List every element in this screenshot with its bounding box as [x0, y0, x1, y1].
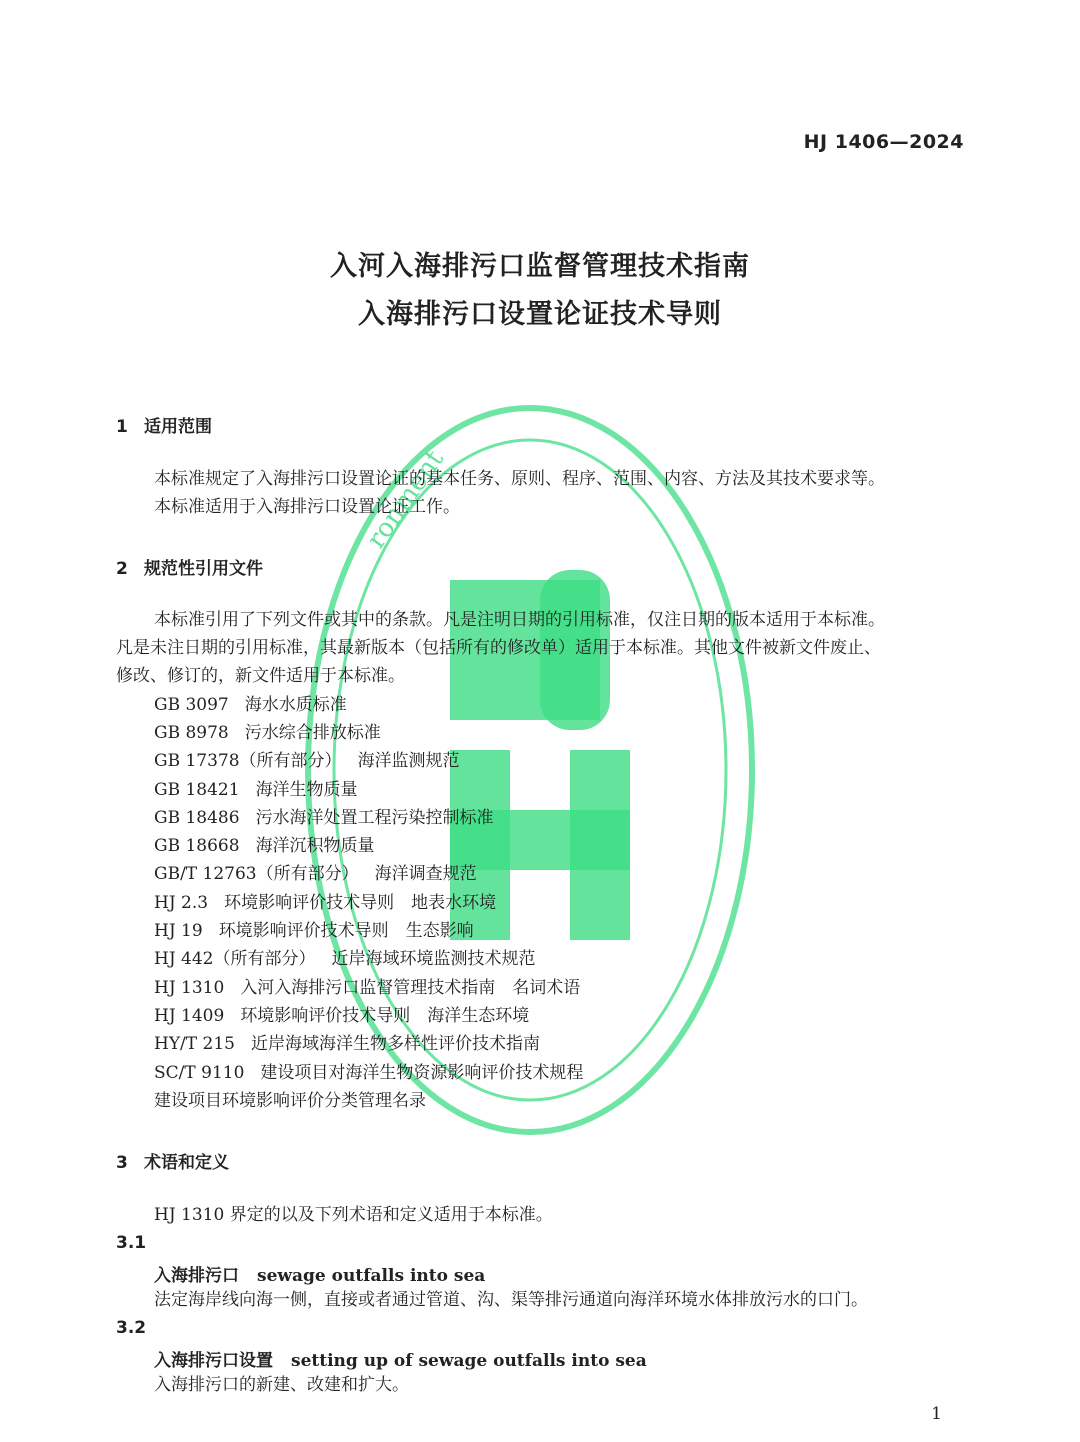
- reference-item: [154, 722, 381, 744]
- reference-title: 环境影响评价技术导则 海洋生态环境: [240, 1006, 530, 1026]
- reference-title: 环境影响评价技术导则 地表水环境: [224, 893, 497, 913]
- reference-item: [154, 779, 358, 801]
- reference-item: [154, 1005, 529, 1027]
- term-en: sewage outfalls into sea: [257, 1266, 486, 1286]
- section-3-heading: [116, 1148, 229, 1173]
- reference-item: [154, 948, 536, 970]
- reference-code: SC/T 9110: [154, 1063, 245, 1083]
- term-cn: 入海排污口设置: [154, 1351, 273, 1371]
- watermark-text: ronment: [361, 445, 451, 555]
- reference-item: [154, 807, 494, 829]
- document-title-line1: 入河入海排污口监督管理技术指南: [330, 251, 750, 282]
- document-title-line2: 入海排污口设置论证技术导则: [358, 299, 722, 330]
- clause-number: 3.2: [116, 1318, 147, 1338]
- clause-number: 3.1: [116, 1233, 147, 1253]
- reference-item: [154, 750, 460, 772]
- reference-title: 建设项目对海洋生物资源影响评价技术规程: [260, 1063, 584, 1083]
- section-title: 规范性引用文件: [144, 559, 263, 579]
- term-entry: [154, 1261, 485, 1286]
- section-2-heading: [116, 554, 263, 579]
- section-number: 1: [116, 417, 128, 437]
- paragraph: 本标准适用于入海排污口设置论证工作。: [154, 497, 460, 517]
- reference-title: 海洋调查规范: [374, 864, 477, 884]
- section-title: 适用范围: [144, 417, 212, 437]
- section-number: 2: [116, 559, 128, 579]
- reference-code: GB 18486: [154, 808, 240, 828]
- term-en: setting up of sewage outfalls into sea: [291, 1351, 647, 1371]
- section-number: 3: [116, 1153, 128, 1173]
- term-definition: 法定海岸线向海一侧，直接或者通过管道、沟、渠等排污通道向海洋环境水体排放污水的口门。: [154, 1290, 868, 1310]
- reference-code: GB 3097: [154, 695, 229, 715]
- reference-code: HY/T 215: [154, 1034, 235, 1054]
- reference-item: [154, 1062, 583, 1084]
- reference-code: GB/T 12763（所有部分）: [154, 864, 359, 884]
- reference-title: 海洋监测规范: [357, 751, 460, 771]
- reference-title: 环境影响评价技术导则 生态影响: [218, 921, 474, 941]
- term-entry: [154, 1346, 647, 1371]
- reference-code: HJ 2.3: [154, 893, 209, 913]
- reference-item: [154, 835, 375, 857]
- paragraph: 本标准引用了下列文件或其中的条款。凡是注明日期的引用标准，仅注日期的版本适用于本标准。: [154, 610, 885, 630]
- reference-code: GB 8978: [154, 723, 229, 743]
- reference-item: [154, 920, 474, 942]
- reference-title: 近岸海域海洋生物多样性评价技术指南: [250, 1034, 540, 1054]
- reference-title: 海水水质标准: [244, 695, 347, 715]
- reference-title: 污水综合排放标准: [244, 723, 381, 743]
- reference-code: HJ 1310: [154, 978, 225, 998]
- reference-code: HJ 19: [154, 921, 203, 941]
- reference-item: [154, 977, 580, 999]
- section-1-heading: [116, 412, 212, 437]
- reference-item: [154, 892, 496, 914]
- reference-item: 建设项目环境影响评价分类管理名录: [154, 1091, 426, 1111]
- reference-title: 海洋沉积物质量: [255, 836, 375, 856]
- reference-title: 污水海洋处置工程污染控制标准: [255, 808, 494, 828]
- reference-code: GB 18668: [154, 836, 240, 856]
- reference-item: [154, 694, 347, 716]
- paragraph: 本标准规定了入海排污口设置论证的基本任务、原则、程序、范围、内容、方法及其技术要求等。: [154, 469, 885, 489]
- reference-item: [154, 863, 477, 885]
- reference-code: HJ 442（所有部分）: [154, 949, 316, 969]
- section-title: 术语和定义: [144, 1153, 229, 1173]
- reference-title: 海洋生物质量: [255, 780, 358, 800]
- reference-title: 近岸海域环境监测技术规范: [331, 949, 536, 969]
- paragraph: 凡是未注日期的引用标准，其最新版本（包括所有的修改单）适用于本标准。其他文件被新文件废止、: [116, 638, 881, 658]
- reference-code: HJ 1409: [154, 1006, 225, 1026]
- reference-code: GB 17378（所有部分）: [154, 751, 342, 771]
- reference-item: [154, 1033, 540, 1055]
- page-number: 1: [931, 1404, 942, 1424]
- paragraph: 修改、修订的，新文件适用于本标准。: [116, 666, 405, 686]
- standard-code: HJ 1406—2024: [803, 131, 964, 153]
- term-definition: 入海排污口的新建、改建和扩大。: [154, 1375, 409, 1395]
- reference-code: GB 18421: [154, 780, 240, 800]
- paragraph: HJ 1310 界定的以及下列术语和定义适用于本标准。: [154, 1205, 553, 1225]
- term-cn: 入海排污口: [154, 1266, 239, 1286]
- reference-title: 入河入海排污口监督管理技术指南 名词术语: [240, 978, 581, 998]
